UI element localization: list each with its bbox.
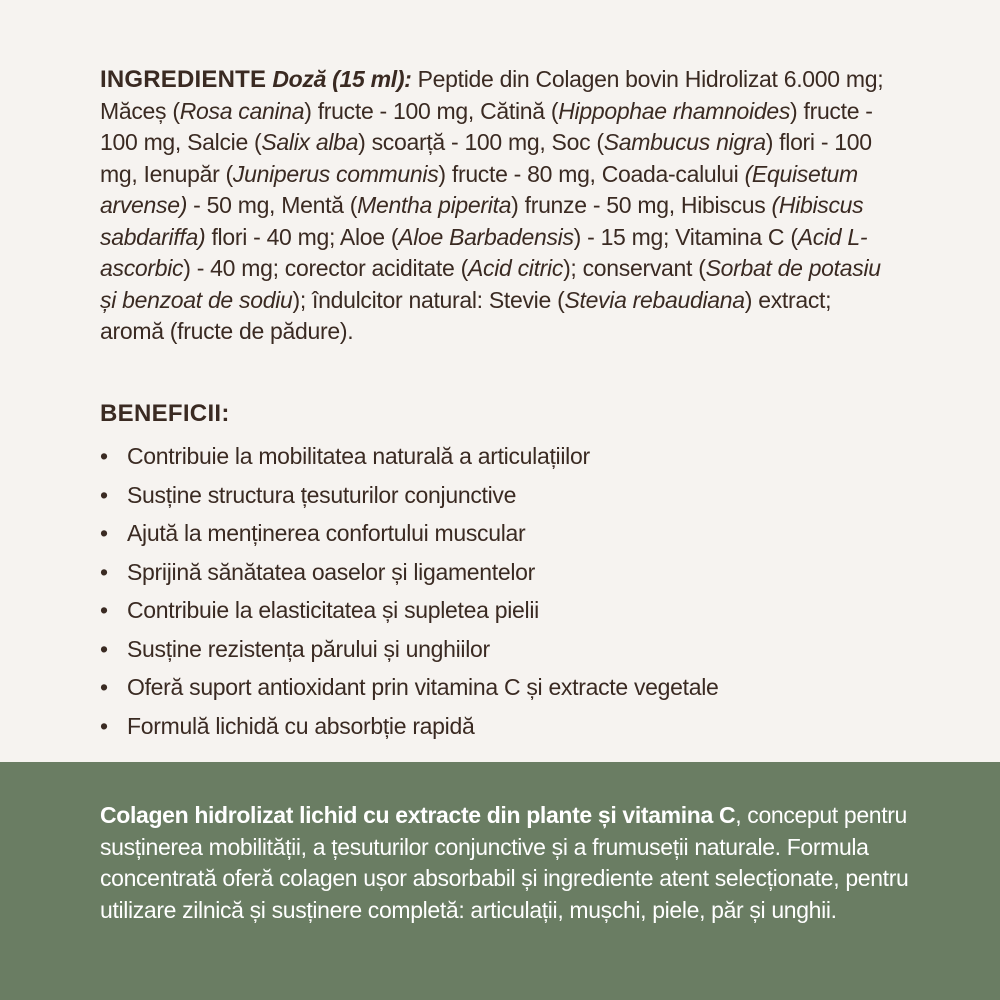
bullet-icon: • (100, 635, 108, 662)
ingredient-latin-name: Rosa canina (179, 97, 305, 124)
ingredient-latin-name: Sorbat de potasiu și benzoat de sodiu (100, 255, 881, 313)
ingredients-text (100, 66, 883, 344)
bullet-icon: • (100, 597, 108, 623)
bullet-icon: • (100, 481, 108, 508)
benefit-item (100, 630, 900, 669)
ingredient-text-run: ) fructe - 100 mg, Cătină ( (304, 97, 559, 124)
ingredient-text-run: ) flori - 100 mg, Ienupăr ( (100, 129, 872, 187)
summary-text: , conceput pentru susținerea mobilității, a țesuturilor conjunctive și a frumuseții naturale. Formula concentrată oferă colagen ușor absorbabil și ingrediente atent selecționate, pentru utilizare zilnică și susținere completă: articulații, mușchi, piele, păr și unghii. (100, 802, 909, 923)
bullet-icon: • (100, 712, 108, 739)
ingredient-text-run: ) fructe - 80 mg, Coada-calului (438, 160, 745, 187)
benefit-text: Susține rezistența părului și unghiilor (127, 635, 490, 662)
benefit-item (100, 476, 900, 515)
benefit-item (100, 591, 900, 630)
ingredient-text-run: ); conservant ( (563, 255, 706, 281)
ingredient-latin-name: (Hibiscus sabdariffa) (100, 192, 864, 250)
ingredient-text-run: ) scoarță - 100 mg, Soc ( (358, 129, 604, 155)
benefit-text: Susține structura țesuturilor conjunctive (127, 481, 517, 508)
benefit-item (100, 707, 900, 746)
summary-panel (0, 762, 1000, 1000)
ingredient-latin-name: Salix alba (261, 129, 359, 155)
benefit-text: Oferă suport antioxidant prin vitamina C și extracte vegetale (127, 674, 719, 700)
benefit-item (100, 668, 900, 707)
bullet-icon: • (100, 520, 108, 546)
ingredient-latin-name: Acid citric (467, 255, 564, 281)
ingredient-text-run: ); îndulcitor natural: Stevie ( (292, 286, 565, 313)
ingredient-text-run: Peptide din Colagen bovin Hidrolizat 6.000 mg; Măceș ( (100, 66, 884, 124)
ingredient-text-run: ) - 40 mg; corector aciditate ( (183, 255, 468, 281)
ingredient-latin-name: Hippophae rhamnoides (558, 97, 791, 124)
summary-bold-lead: Colagen hidrolizat lichid cu extracte din plante și vitamina C (100, 802, 736, 828)
dose-label: Doză (15 ml): (272, 66, 412, 92)
bullet-icon: • (100, 558, 108, 585)
ingredient-latin-name: (Equisetum arvense) (100, 160, 858, 218)
ingredient-text-run: flori - 40 mg; Aloe ( (205, 223, 399, 250)
benefit-text: Contribuie la mobilitatea naturală a articulațiilor (127, 443, 590, 469)
ingredient-text-run: ) fructe - 100 mg, Salcie ( (100, 97, 873, 155)
ingredient-text-run: - 50 mg, Mentă ( (187, 192, 358, 218)
ingredient-latin-name: Stevia rebaudiana (564, 286, 745, 313)
ingredients-paragraph (100, 64, 900, 348)
ingredient-latin-name: Juniperus communis (232, 160, 439, 187)
ingredient-latin-name: Sambucus nigra (603, 129, 766, 155)
summary-paragraph (100, 800, 920, 926)
ingredients-heading: INGREDIENTE (100, 66, 267, 93)
ingredient-latin-name: Mentha piperita (357, 192, 512, 218)
benefit-item (100, 437, 900, 476)
ingredient-text-run: ) extract; aromă (fructe de pădure). (100, 286, 832, 344)
benefit-text: Formulă lichidă cu absorbție rapidă (127, 712, 475, 739)
benefits-list (100, 437, 900, 745)
benefit-text: Ajută la menținerea confortului muscular (127, 520, 526, 546)
bullet-icon: • (100, 443, 108, 469)
ingredient-text-run: ) - 15 mg; Vitamina C ( (573, 223, 798, 250)
benefit-text: Contribuie la elasticitatea și supletea pielii (127, 597, 539, 623)
benefit-item (100, 553, 900, 592)
benefits-title: BENEFICII: (100, 400, 230, 427)
benefit-text: Sprijină sănătatea oaselor și ligamentelor (127, 558, 536, 585)
bullet-icon: • (100, 674, 108, 700)
ingredient-latin-name: Acid L-ascorbic (100, 223, 868, 281)
benefit-item (100, 514, 900, 553)
ingredient-latin-name: Aloe Barbadensis (398, 223, 574, 250)
ingredient-text-run: ) frunze - 50 mg, Hibiscus (511, 192, 772, 218)
